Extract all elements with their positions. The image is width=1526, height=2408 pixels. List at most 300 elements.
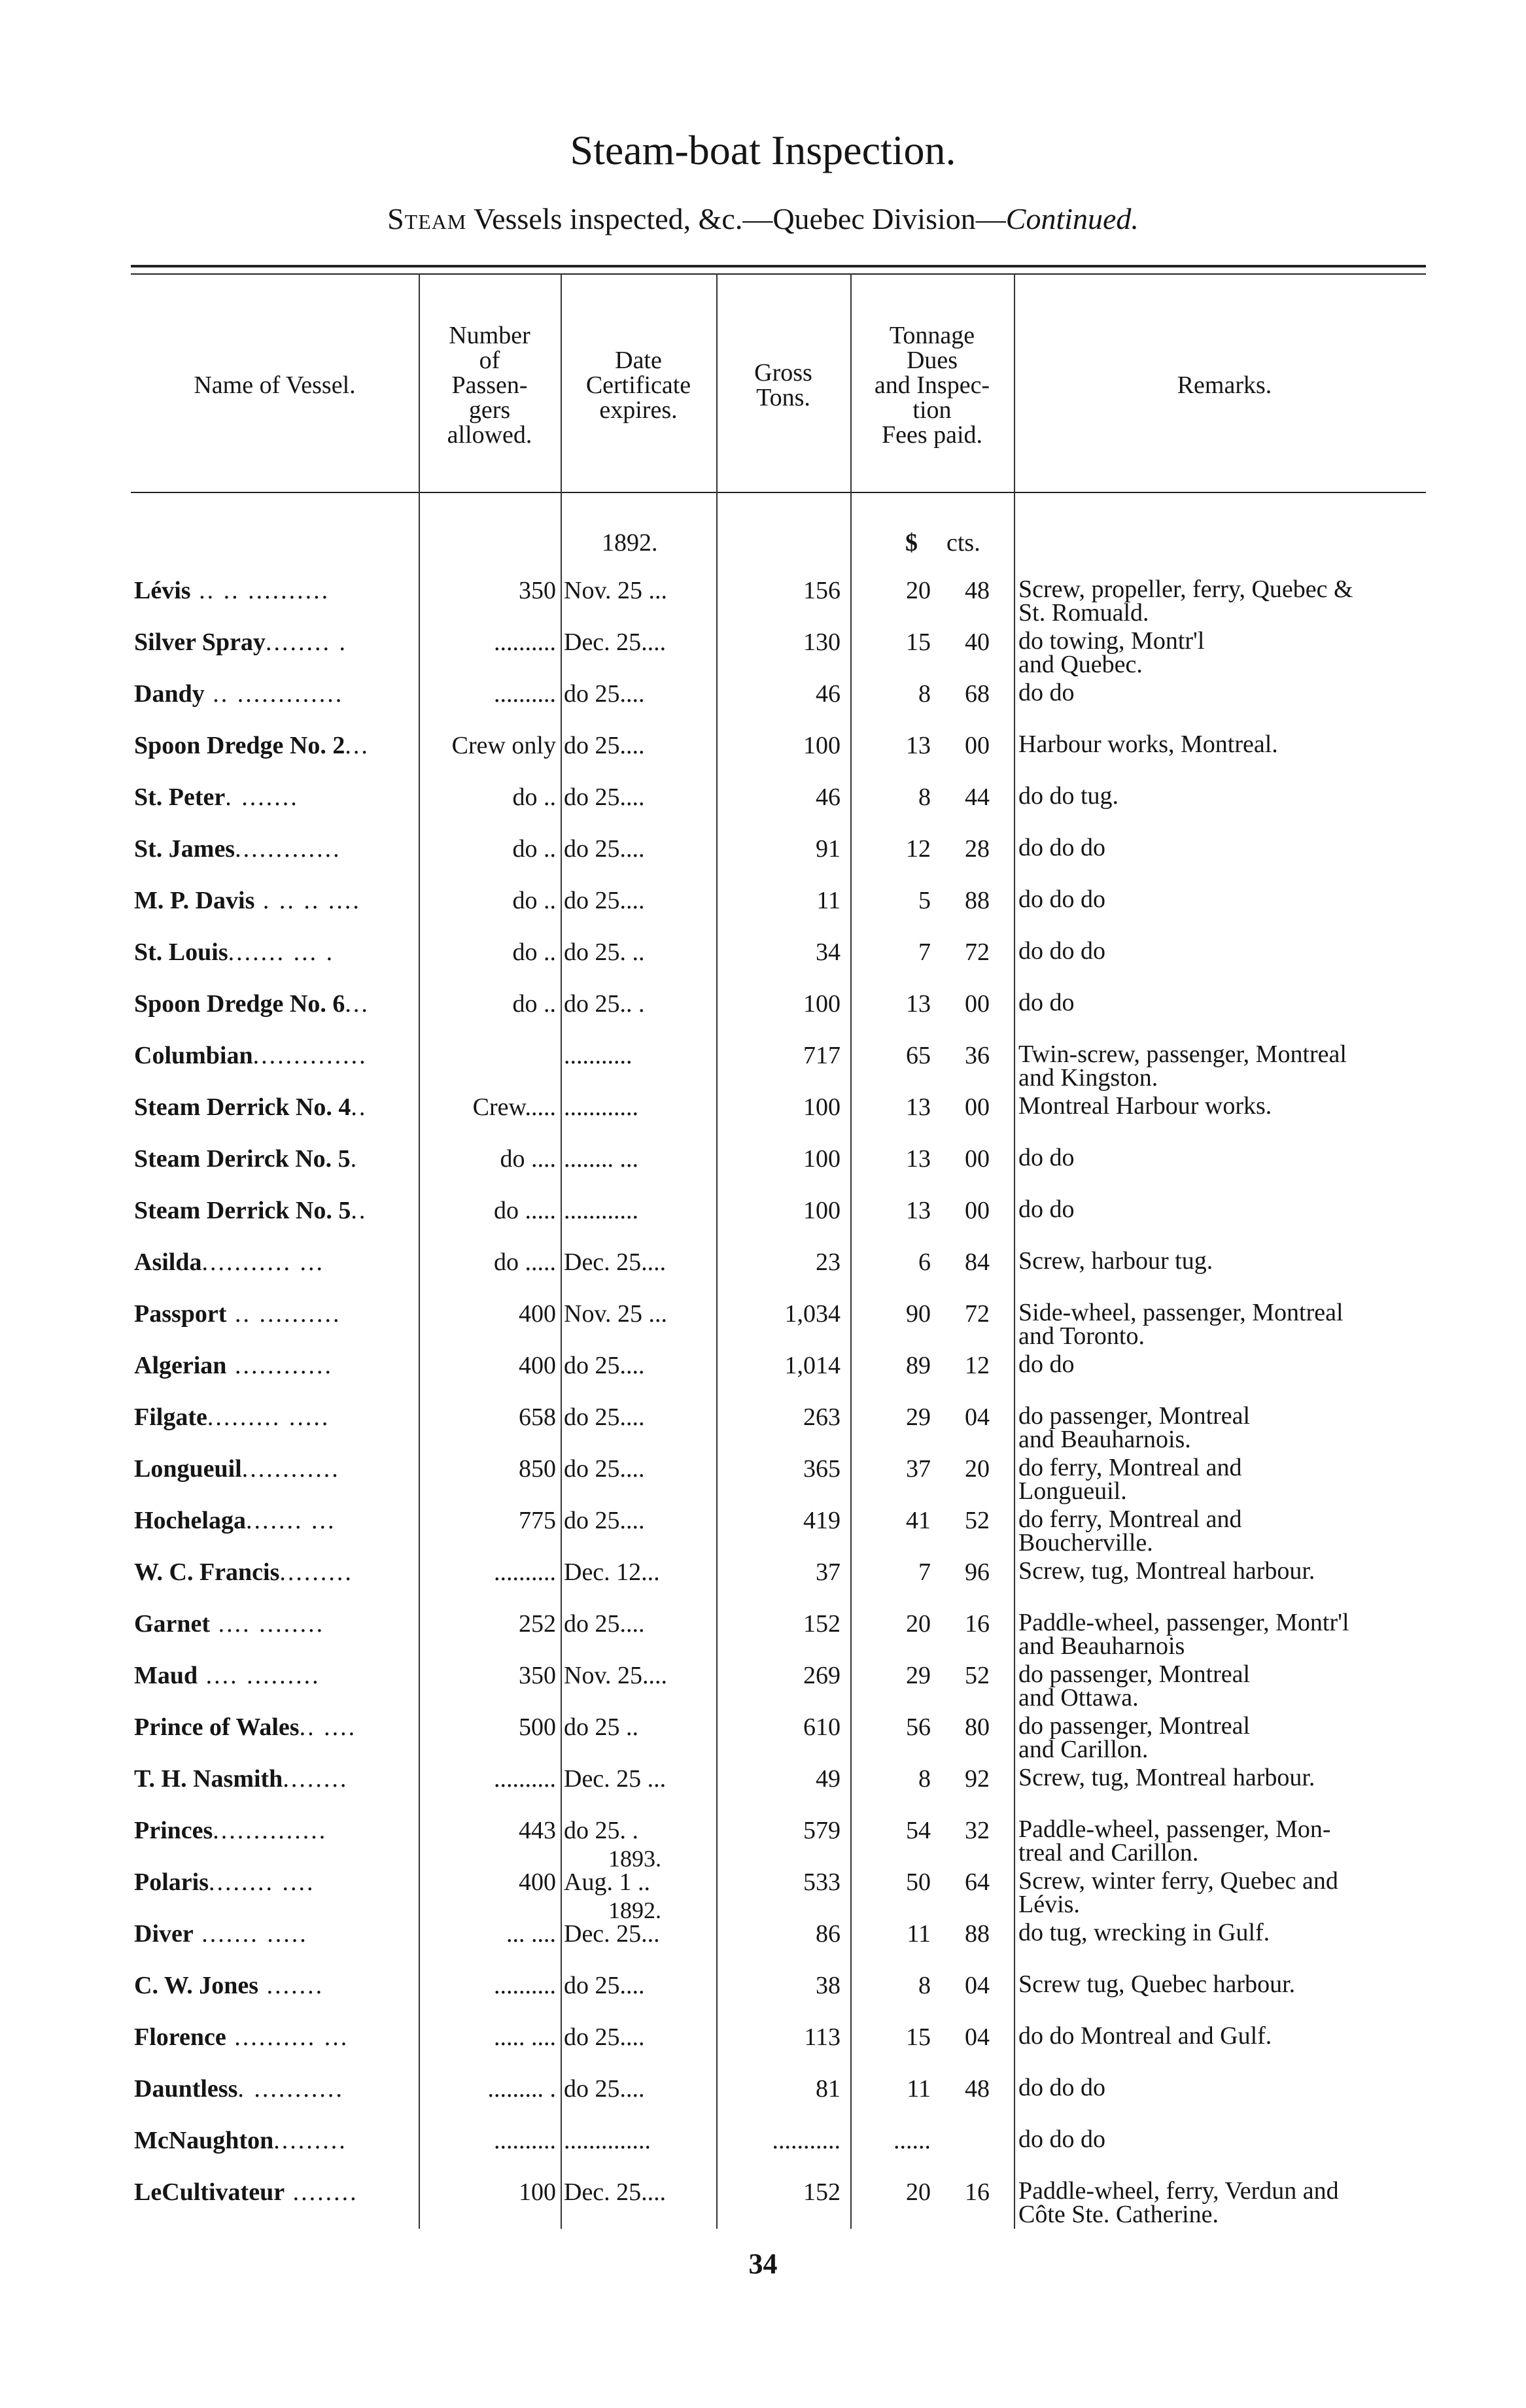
dues-paid bbox=[854, 1662, 1007, 1689]
dues-dollars: 20 bbox=[906, 1610, 931, 1638]
remarks: do ferry, Montreal and Boucherville. bbox=[1018, 1505, 1242, 1557]
certificate-expiry: do 25.... bbox=[564, 1507, 645, 1534]
dues-dollars: 13 bbox=[906, 1093, 931, 1121]
dues-cents: 04 bbox=[965, 1972, 990, 1999]
remarks: Side-wheel, passenger, Montreal and Toronto. bbox=[1018, 1299, 1344, 1350]
gross-tons: 365 bbox=[803, 1455, 841, 1483]
leader-dots: ......... bbox=[279, 1559, 353, 1585]
dues-paid bbox=[854, 1042, 1007, 1069]
vessel-name-text: W. C. Francis bbox=[134, 1559, 280, 1585]
gross-tons: 263 bbox=[803, 1403, 841, 1431]
dues-cents: 64 bbox=[965, 1868, 990, 1896]
vessel-name bbox=[134, 1042, 415, 1069]
gross-tons: 34 bbox=[816, 938, 841, 966]
vessel-name bbox=[134, 1921, 415, 1947]
dues-dollars: 6 bbox=[918, 1248, 931, 1276]
leader-dots: ........ bbox=[283, 1766, 349, 1792]
dues-dollars: 29 bbox=[906, 1403, 931, 1431]
column-divider bbox=[716, 273, 718, 2229]
passengers-allowed: .......... bbox=[494, 681, 556, 707]
vessel-name bbox=[134, 2024, 415, 2050]
dues-paid bbox=[854, 1404, 1007, 1430]
vessel-name-text: Silver Spray bbox=[134, 629, 266, 655]
certificate-expiry: do 25 .. bbox=[564, 1714, 638, 1740]
remarks: do do bbox=[1018, 679, 1075, 706]
passengers-allowed: 850 bbox=[519, 1456, 556, 1482]
remarks: do do do bbox=[1018, 834, 1105, 861]
dues-cents: 32 bbox=[965, 1817, 990, 1844]
passengers-allowed: do .. bbox=[512, 991, 556, 1017]
certificate-expiry: do 25.... bbox=[564, 836, 645, 862]
dues-cents: 96 bbox=[965, 1558, 990, 1586]
leader-dots: ........ .... bbox=[208, 1869, 315, 1895]
dues-dollars: 20 bbox=[906, 2178, 931, 2206]
remarks: Paddle-wheel, ferry, Verdun and Côte Ste. Catherine. bbox=[1018, 2177, 1339, 2228]
dues-paid bbox=[854, 629, 1007, 655]
passengers-allowed: .......... bbox=[494, 2127, 556, 2154]
header-bottom-rule bbox=[131, 492, 1426, 493]
gross-tons: 11 bbox=[816, 887, 841, 914]
vessel-name bbox=[134, 577, 415, 604]
dues-cents: 00 bbox=[965, 1145, 990, 1173]
vessel-name-text: Florence bbox=[134, 2024, 226, 2050]
remarks: Twin-screw, passenger, Montreal and Kingston. bbox=[1018, 1041, 1347, 1092]
gross-tons: 113 bbox=[804, 2023, 841, 2051]
leader-dots: . bbox=[350, 1146, 359, 1172]
gross-tons: 49 bbox=[816, 1765, 841, 1793]
dues-cents: 00 bbox=[965, 732, 990, 759]
dues-dollars: 20 bbox=[906, 577, 931, 604]
passengers-allowed: do .. bbox=[512, 887, 556, 914]
vessel-name bbox=[134, 991, 415, 1017]
leader-dots: ........... ... bbox=[201, 1249, 324, 1275]
dues-cents: 52 bbox=[965, 1662, 990, 1689]
passengers-allowed: .......... bbox=[494, 1766, 556, 1792]
passengers-allowed: do .. bbox=[512, 836, 556, 862]
certificate-expiry: do 25.... bbox=[564, 887, 645, 914]
dues-paid bbox=[854, 1869, 1007, 1895]
dues-paid bbox=[854, 887, 1007, 914]
remarks: do ferry, Montreal and Longueuil. bbox=[1018, 1454, 1242, 1505]
dues-dollars: 41 bbox=[906, 1507, 931, 1534]
leader-dots: .............. bbox=[252, 1042, 368, 1069]
gross-tons: 1,014 bbox=[784, 1352, 841, 1379]
dues-paid bbox=[854, 2127, 1007, 2154]
column-divider bbox=[1014, 273, 1015, 2229]
vessel-name bbox=[134, 1507, 415, 1534]
vessel-name-text: Lévis bbox=[134, 577, 191, 604]
dues-paid bbox=[854, 784, 1007, 810]
dues-dollars: 15 bbox=[906, 2023, 931, 2051]
vessel-name bbox=[134, 1766, 415, 1792]
vessel-name bbox=[134, 681, 415, 707]
vessel-name-text: Maud bbox=[134, 1662, 198, 1689]
gross-tons: 100 bbox=[803, 1145, 841, 1173]
remarks: do passenger, Montreal and Carillon. bbox=[1018, 1712, 1251, 1763]
passengers-allowed: do ..... bbox=[494, 1197, 556, 1224]
dues-paid bbox=[854, 1456, 1007, 1482]
dues-dollars: 29 bbox=[906, 1662, 931, 1689]
dues-cents: 16 bbox=[965, 2178, 990, 2206]
certificate-expiry: Dec. 25... bbox=[564, 1921, 660, 1947]
remarks: do do bbox=[1018, 1195, 1075, 1223]
leader-dots: .. bbox=[351, 1197, 368, 1224]
gross-tons: 152 bbox=[803, 1610, 841, 1638]
vessel-name-text: Asilda bbox=[134, 1249, 202, 1275]
remarks: Harbour works, Montreal. bbox=[1018, 731, 1278, 758]
vessel-name bbox=[134, 784, 415, 810]
passengers-allowed: 400 bbox=[519, 1352, 556, 1379]
vessel-name-text: Steam Derirck No. 5 bbox=[134, 1146, 351, 1172]
passengers-allowed: 100 bbox=[519, 2179, 556, 2205]
remarks: do do do bbox=[1018, 2125, 1105, 2153]
dues-dollars: 8 bbox=[918, 680, 931, 708]
dues-cents: 72 bbox=[965, 938, 990, 966]
leader-dots: . ........... bbox=[237, 2076, 344, 2102]
passengers-allowed: Crew only bbox=[451, 732, 556, 759]
subtitle-italic: Continued. bbox=[1005, 202, 1139, 235]
remarks: Screw tug, Quebec harbour. bbox=[1018, 1970, 1296, 1998]
leader-dots: . ....... bbox=[225, 784, 299, 810]
vessel-name bbox=[134, 1404, 415, 1430]
certificate-expiry: Dec. 25.... bbox=[564, 629, 667, 655]
certificate-expiry: .............. bbox=[564, 2127, 651, 2154]
dues-paid bbox=[854, 1559, 1007, 1585]
certificate-expiry: Dec. 25 ... bbox=[564, 1766, 667, 1792]
remarks: Paddle-wheel, passenger, Mon- treal and Carillon. bbox=[1018, 1815, 1331, 1866]
dues-paid bbox=[854, 1921, 1007, 1947]
vessel-name bbox=[134, 836, 415, 862]
column-divider bbox=[419, 273, 420, 2229]
dues-dollars: 90 bbox=[906, 1300, 931, 1328]
dues-paid bbox=[854, 1972, 1007, 1999]
subtitle-small-caps: Steam bbox=[387, 202, 467, 235]
dues-cents: 00 bbox=[965, 1197, 990, 1224]
remarks: do do do bbox=[1018, 937, 1105, 965]
leader-dots: .... ......... bbox=[198, 1662, 321, 1689]
leader-dots: ............ bbox=[241, 1456, 340, 1482]
header-remarks: Remarks. bbox=[1177, 371, 1272, 399]
gross-tons: 46 bbox=[816, 783, 841, 811]
leader-dots: ....... bbox=[258, 1972, 324, 1999]
dues-cents: 68 bbox=[965, 680, 990, 708]
dues-dollars: 13 bbox=[906, 732, 931, 759]
remarks: do passenger, Montreal and Ottawa. bbox=[1018, 1660, 1251, 1711]
certificate-expiry: ............ bbox=[564, 1094, 638, 1120]
gross-tons: 86 bbox=[816, 1920, 841, 1948]
remarks: Screw, harbour tug. bbox=[1018, 1247, 1213, 1275]
year-marker: 1892. bbox=[608, 1897, 661, 1923]
dues-dollars: 8 bbox=[918, 1972, 931, 1999]
vessel-name bbox=[134, 887, 415, 914]
dues-paid bbox=[854, 1611, 1007, 1637]
remarks: Paddle-wheel, passenger, Montr'l and Beauharnois bbox=[1018, 1609, 1349, 1660]
dues-cents: 40 bbox=[965, 628, 990, 656]
remarks: Screw, winter ferry, Quebec and Lévis. bbox=[1018, 1867, 1338, 1918]
header-date: Date Certificate expires. bbox=[585, 347, 691, 424]
passengers-allowed: do ..... bbox=[494, 1249, 556, 1275]
dues-paid bbox=[854, 1197, 1007, 1224]
vessel-name bbox=[134, 1817, 415, 1844]
dues-dollars: 65 bbox=[906, 1042, 931, 1069]
vessel-name bbox=[134, 2179, 415, 2205]
gross-tons: 23 bbox=[816, 1248, 841, 1276]
certificate-expiry: do 25.... bbox=[564, 2024, 645, 2050]
vessel-name bbox=[134, 1662, 415, 1689]
dues-dollars: 8 bbox=[918, 1765, 931, 1793]
dues-cents: 52 bbox=[965, 1507, 990, 1534]
gross-tons: 81 bbox=[816, 2075, 841, 2103]
dues-dollars: 13 bbox=[906, 1145, 931, 1173]
vessel-name-text: M. P. Davis bbox=[134, 887, 255, 914]
page-title: Steam-boat Inspection. bbox=[570, 127, 956, 173]
dues-dollars: ...... bbox=[893, 2127, 931, 2154]
dues-cents: 80 bbox=[965, 1713, 990, 1741]
vessel-name-text: LeCultivateur bbox=[134, 2179, 285, 2205]
vessel-name-text: Princes bbox=[134, 1817, 213, 1844]
certificate-expiry: do 25.... bbox=[564, 1456, 645, 1482]
header-gross: Gross Tons. bbox=[754, 359, 812, 411]
vessel-name bbox=[134, 1559, 415, 1585]
remarks: Screw, tug, Montreal harbour. bbox=[1018, 1557, 1315, 1585]
remarks: do do bbox=[1018, 989, 1075, 1016]
passengers-allowed: 775 bbox=[519, 1507, 556, 1534]
vessel-name-text: St. James bbox=[134, 836, 235, 862]
top-rule-thick bbox=[131, 265, 1426, 267]
vessel-name-text: C. W. Jones bbox=[134, 1972, 259, 1999]
certificate-expiry: Dec. 25.... bbox=[564, 1249, 667, 1275]
gross-tons: 46 bbox=[816, 680, 841, 708]
dues-cents: 88 bbox=[965, 1920, 990, 1948]
remarks: do do do bbox=[1018, 2074, 1105, 2101]
vessel-name-text: Algerian bbox=[134, 1352, 227, 1379]
vessel-name bbox=[134, 939, 415, 965]
dues-paid bbox=[854, 1249, 1007, 1275]
dues-paid bbox=[854, 681, 1007, 707]
certificate-expiry: Aug. 1 .. bbox=[564, 1869, 650, 1895]
dues-dollars: 7 bbox=[918, 938, 931, 966]
gross-tons: 100 bbox=[803, 732, 841, 759]
leader-dots: ............ bbox=[226, 1352, 333, 1379]
certificate-expiry: do 25.... bbox=[564, 784, 645, 810]
dues-paid bbox=[854, 577, 1007, 604]
remarks: do do Montreal and Gulf. bbox=[1018, 2022, 1272, 2050]
certificate-expiry: Nov. 25 ... bbox=[564, 1301, 667, 1327]
dues-dollars: 89 bbox=[906, 1352, 931, 1379]
vessel-name bbox=[134, 1714, 415, 1740]
gross-tons: 156 bbox=[803, 577, 841, 604]
vessel-name-text: Garnet bbox=[134, 1611, 211, 1637]
vessel-name bbox=[134, 1146, 415, 1172]
leader-dots: ........ bbox=[285, 2179, 358, 2205]
leader-dots: .... ........ bbox=[210, 1611, 325, 1637]
vessel-name bbox=[134, 1869, 415, 1895]
header-dues: Tonnage Dues and Inspec- tion Fees paid. bbox=[874, 322, 990, 449]
gross-tons: 37 bbox=[816, 1558, 841, 1586]
remarks: Screw, propeller, ferry, Quebec & St. Romuald. bbox=[1018, 576, 1353, 627]
remarks: do passenger, Montreal and Beauharnois. bbox=[1018, 1402, 1251, 1453]
gross-tons: 152 bbox=[803, 2178, 841, 2206]
dues-cents: 16 bbox=[965, 1610, 990, 1638]
gross-tons: 610 bbox=[803, 1713, 841, 1741]
vessel-name-text: Dandy bbox=[134, 681, 205, 707]
gross-tons: 38 bbox=[816, 1972, 841, 1999]
gross-tons: 1,034 bbox=[784, 1300, 841, 1328]
passengers-allowed: .......... bbox=[494, 629, 556, 655]
certificate-expiry: do 25.. . bbox=[564, 991, 645, 1017]
passengers-allowed: 252 bbox=[519, 1611, 556, 1637]
gross-tons: 269 bbox=[803, 1662, 841, 1689]
gross-tons: 91 bbox=[816, 835, 841, 863]
dues-cents: 48 bbox=[965, 577, 990, 604]
certificate-expiry: do 25.... bbox=[564, 1972, 645, 1999]
passengers-allowed: 350 bbox=[519, 577, 556, 604]
certificate-expiry: ............ bbox=[564, 1197, 638, 1224]
gross-tons: 533 bbox=[803, 1868, 841, 1896]
dues-cents: 44 bbox=[965, 783, 990, 811]
vessel-name-text: Polaris bbox=[134, 1869, 209, 1895]
certificate-expiry: ........... bbox=[564, 1042, 633, 1069]
top-rule-thin bbox=[131, 273, 1426, 275]
column-divider bbox=[561, 273, 562, 2229]
dues-paid bbox=[854, 1507, 1007, 1534]
leader-dots: .............. bbox=[213, 1817, 328, 1844]
passengers-allowed: 443 bbox=[519, 1817, 556, 1844]
certificate-expiry: do 25. .. bbox=[564, 939, 645, 965]
year-unit: 1892. bbox=[602, 529, 658, 557]
gross-tons: 717 bbox=[803, 1042, 841, 1069]
dues-paid bbox=[854, 732, 1007, 759]
certificate-expiry: Nov. 25 ... bbox=[564, 577, 667, 604]
dues-cents: 00 bbox=[965, 1093, 990, 1121]
remarks: do do tug. bbox=[1018, 782, 1119, 810]
dues-dollars: 13 bbox=[906, 1197, 931, 1224]
dues-paid bbox=[854, 1817, 1007, 1844]
dues-dollars: 54 bbox=[906, 1817, 931, 1844]
remarks: Montreal Harbour works. bbox=[1018, 1092, 1272, 1120]
dues-paid bbox=[854, 1094, 1007, 1120]
vessel-name bbox=[134, 1456, 415, 1482]
vessel-name-text: St. Louis bbox=[134, 939, 228, 965]
dues-cents: 12 bbox=[965, 1352, 990, 1379]
certificate-expiry: do 25.... bbox=[564, 1404, 645, 1430]
leader-dots: .......... ... bbox=[226, 2024, 349, 2050]
leader-dots: .. bbox=[351, 1094, 368, 1120]
certificate-expiry: Dec. 25.... bbox=[564, 2179, 667, 2205]
passengers-allowed: 400 bbox=[519, 1301, 556, 1327]
dues-cents: 72 bbox=[965, 1300, 990, 1328]
leader-dots: ......... ..... bbox=[207, 1404, 330, 1430]
dues-cents: 04 bbox=[965, 2023, 990, 2051]
certificate-expiry: ........ ... bbox=[564, 1146, 638, 1172]
header-name: Name of Vessel. bbox=[194, 371, 356, 399]
dues-dollars: 11 bbox=[907, 2075, 931, 2103]
dues-dollars: 50 bbox=[906, 1868, 931, 1896]
vessel-name-text: Steam Derrick No. 5 bbox=[134, 1197, 351, 1224]
dues-dollars: 11 bbox=[907, 1920, 931, 1948]
vessel-name bbox=[134, 1352, 415, 1379]
dues-dollars: 12 bbox=[906, 835, 931, 863]
passengers-allowed: ..... .... bbox=[494, 2024, 556, 2050]
dues-cents: 04 bbox=[965, 1403, 990, 1431]
leader-dots: . .. .. .... bbox=[254, 887, 361, 914]
dues-paid bbox=[854, 991, 1007, 1017]
dues-cents: 28 bbox=[965, 835, 990, 863]
vessel-name bbox=[134, 2127, 415, 2154]
leader-dots: ... bbox=[345, 991, 370, 1017]
passengers-allowed: ......... . bbox=[487, 2076, 556, 2102]
leader-dots: .. .......... bbox=[226, 1301, 341, 1327]
year-marker: 1893. bbox=[608, 1846, 661, 1872]
passengers-allowed: Crew..... bbox=[472, 1094, 556, 1120]
gross-tons: 579 bbox=[803, 1817, 841, 1844]
gross-tons: 419 bbox=[803, 1507, 841, 1534]
dues-cents: 36 bbox=[965, 1042, 990, 1069]
certificate-expiry: do 25.... bbox=[564, 681, 645, 707]
header-passengers: Number of Passen- gers allowed. bbox=[447, 322, 532, 449]
remarks: do do bbox=[1018, 1350, 1075, 1378]
remarks: do do do bbox=[1018, 886, 1105, 913]
passengers-allowed: do .. bbox=[512, 939, 556, 965]
passengers-allowed: 500 bbox=[519, 1714, 556, 1740]
remarks: do do bbox=[1018, 1144, 1075, 1171]
certificate-expiry: do 25.... bbox=[564, 2076, 645, 2102]
certificate-expiry: Nov. 25.... bbox=[564, 1662, 667, 1689]
vessel-name bbox=[134, 1094, 415, 1120]
certificate-expiry: Dec. 12... bbox=[564, 1559, 660, 1585]
passengers-allowed: do .... bbox=[500, 1146, 556, 1172]
dues-paid bbox=[854, 1301, 1007, 1327]
remarks: Screw, tug, Montreal harbour. bbox=[1018, 1764, 1315, 1791]
vessel-name bbox=[134, 732, 415, 759]
dues-paid bbox=[854, 836, 1007, 862]
leader-dots: ........ . bbox=[265, 629, 347, 655]
vessel-name bbox=[134, 1301, 415, 1327]
remarks: do towing, Montr'l and Quebec. bbox=[1018, 627, 1205, 678]
vessel-name bbox=[134, 2076, 415, 2102]
vessel-name-text: Longueuil bbox=[134, 1456, 242, 1482]
vessel-name-text: Dauntless bbox=[134, 2076, 238, 2102]
dues-paid bbox=[854, 2076, 1007, 2102]
certificate-expiry: do 25.... bbox=[564, 732, 645, 759]
passengers-allowed: ... .... bbox=[506, 1921, 556, 1947]
vessel-name-text: St. Peter bbox=[134, 784, 226, 810]
page-number: 34 bbox=[748, 2248, 778, 2280]
vessel-name bbox=[134, 1249, 415, 1275]
remarks: do tug, wrecking in Gulf. bbox=[1018, 1919, 1270, 1946]
dues-dollars: 13 bbox=[906, 990, 931, 1018]
gross-tons: 130 bbox=[803, 628, 841, 656]
dues-dollars: 15 bbox=[906, 628, 931, 656]
vessel-name-text: Steam Derrick No. 4 bbox=[134, 1094, 351, 1120]
leader-dots: ....... ... . bbox=[228, 939, 335, 965]
vessel-name-text: Prince of Wales bbox=[134, 1714, 300, 1740]
dues-paid bbox=[854, 1766, 1007, 1792]
leader-dots: ... bbox=[345, 732, 370, 759]
leader-dots: ............. bbox=[235, 836, 341, 862]
leader-dots: ......... bbox=[273, 2127, 347, 2154]
vessel-name bbox=[134, 1197, 415, 1224]
vessel-name-text: Columbian bbox=[134, 1042, 253, 1069]
certificate-expiry: do 25.... bbox=[564, 1611, 645, 1637]
dollar-unit: $ bbox=[905, 529, 918, 557]
passengers-allowed: do .. bbox=[512, 784, 556, 810]
dues-paid bbox=[854, 939, 1007, 965]
page-subtitle bbox=[0, 199, 1526, 239]
dues-paid bbox=[854, 2024, 1007, 2050]
gross-tons: ........... bbox=[772, 2127, 841, 2154]
dues-paid bbox=[854, 1714, 1007, 1740]
